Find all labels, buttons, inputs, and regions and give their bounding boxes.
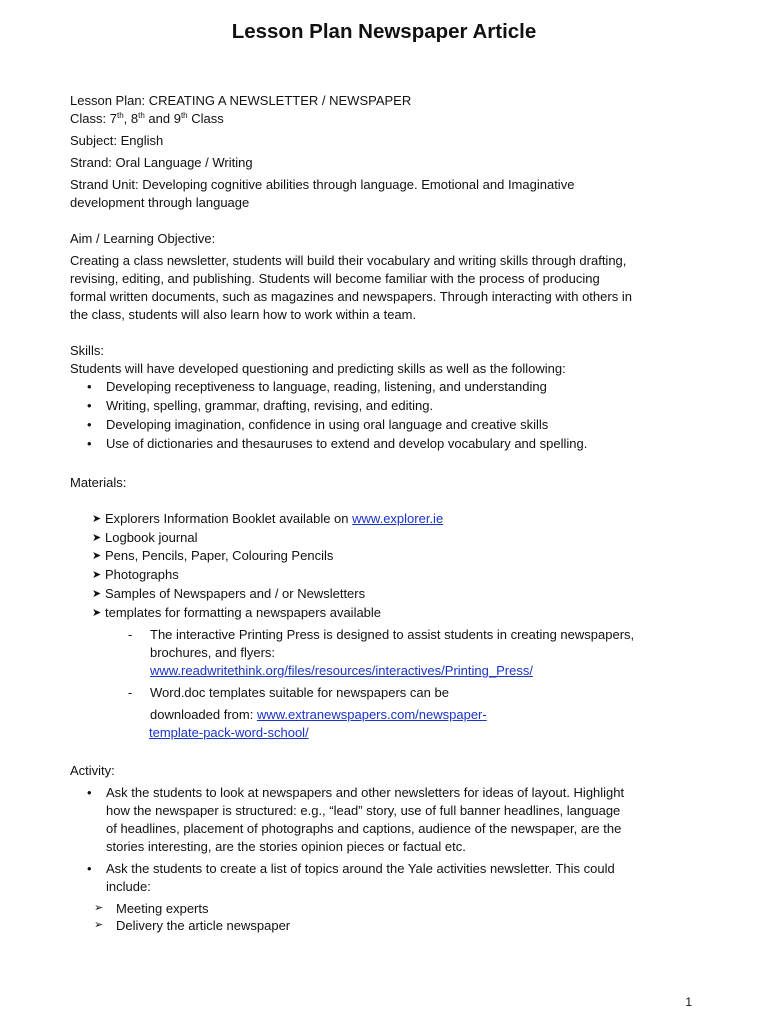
subject-line: Subject: English [70,133,164,148]
arrow-bullet-icon: ➤ [92,550,102,563]
aim-text-line: the class, students will also learn how to work within a team. [70,307,417,322]
sub-item-word-templates: - Word.doc templates suitable for newspapers can be downloaded from: www.extranewspapers.com/newspaper- [128,685,487,723]
arrow-bullet-icon: ➤ [92,513,102,525]
list-item: ➤ templates for formatting a newspapers available [70,604,700,623]
aim-text-line: formal written documents, such as magazines and newspapers. Through interacting with others in [70,289,632,304]
list-item: • Developing receptiveness to language, reading, listening, and understanding [87,379,547,394]
bullet-icon: • [87,785,92,801]
strand-unit-line-1: Strand Unit: Developing cognitive abilities through language. Emotional and Imaginative [70,177,575,192]
strand-line: Strand: Oral Language / Writing [70,155,253,170]
arrow-bullet-icon: ➤ [92,587,102,600]
aim-text-line: Creating a class newsletter, students will build their vocabulary and writing skills through drafting, [70,253,627,268]
dash-icon: - [128,627,133,643]
bullet-icon: • [87,398,92,413]
list-item: ➤ Photographs [70,566,700,585]
page-number: 1 [685,995,692,1009]
sub-item-printing-press: - The interactive Printing Press is designed to assist students in creating newspapers, brochures, and flyers: www.readwritethink.org/files/resources/interactives/Printing_Press/ [128,627,635,679]
dash-icon: - [128,685,133,701]
arrow-bullet-icon: ➤ [92,531,102,544]
skills-intro: Students will have developed questioning and predicting skills as well as the following: [70,361,566,376]
materials-heading: Materials: [70,475,127,490]
aim-heading: Aim / Learning Objective: [70,231,216,246]
skills-heading: Skills: [70,343,104,358]
bullet-icon: • [87,417,92,432]
bullet-icon: • [87,436,92,451]
materials-list [70,510,700,622]
skills-list [70,378,700,453]
list-item: • Ask the students to look at newspapers and other newsletters for ideas of layout. Highlight how the newspaper is structured: e.g., “lead” story, use of full banner headlines, language of headlines, placement of photographs and captions, audience of the newspaper, are the stories interesting, are the stories opinion pieces or factual etc. [87,785,625,855]
aim-text-line: revising, editing, and publishing. Students will become familiar with the process of producing [70,271,600,286]
bullet-icon: • [87,861,92,877]
activity-topics-list [70,900,700,934]
list-item: • Ask the students to create a list of topics around the Yale activities newsletter. This could include: [87,861,615,895]
lesson-plan-line: Lesson Plan: CREATING A NEWSLETTER / NEWSPAPER [70,93,412,108]
strand-unit-line-2: development through language [70,195,250,210]
arrow-bullet-icon: ➤ [92,606,102,619]
extranewspapers-link-continued[interactable]: template-pack-word-school/ [149,725,309,741]
printing-press-link[interactable]: www.readwritethink.org/files/resources/interactives/Printing_Press/ [150,663,533,679]
explorer-link[interactable]: www.explorer.ie [352,511,444,526]
bullet-icon: • [87,379,92,394]
list-item: ➤ Pens, Pencils, Paper, Colouring Pencils [70,547,700,566]
list-item: ➢ Meeting experts [94,901,209,917]
list-item: • Developing imagination, confidence in using oral language and creative skills [87,417,549,432]
activity-list [70,784,700,896]
class-line: Class: 7th, 8th and 9th Class [70,111,224,126]
arrow-bullet-icon: ➢ [94,902,104,915]
list-item: ➢ Delivery the article newspaper [94,918,291,934]
arrow-bullet-icon: ➢ [94,919,104,932]
list-item: ➤ Samples of Newspapers and / or Newsletters [70,585,700,604]
list-item: ➤ Explorers Information Booklet available on www.explorer.ie [70,510,700,529]
list-item: ➤ Logbook journal [70,529,700,548]
list-item: • Writing, spelling, grammar, drafting, revising, and editing. [87,398,434,413]
activity-heading: Activity: [70,763,115,779]
extranewspapers-link[interactable]: www.extranewspapers.com/newspaper- [256,707,487,723]
document-body [70,92,700,934]
arrow-bullet-icon: ➤ [92,569,102,582]
list-item: • Use of dictionaries and thesauruses to extend and develop vocabulary and spelling. [87,436,588,451]
page-title: Lesson Plan Newspaper Article [231,20,537,43]
